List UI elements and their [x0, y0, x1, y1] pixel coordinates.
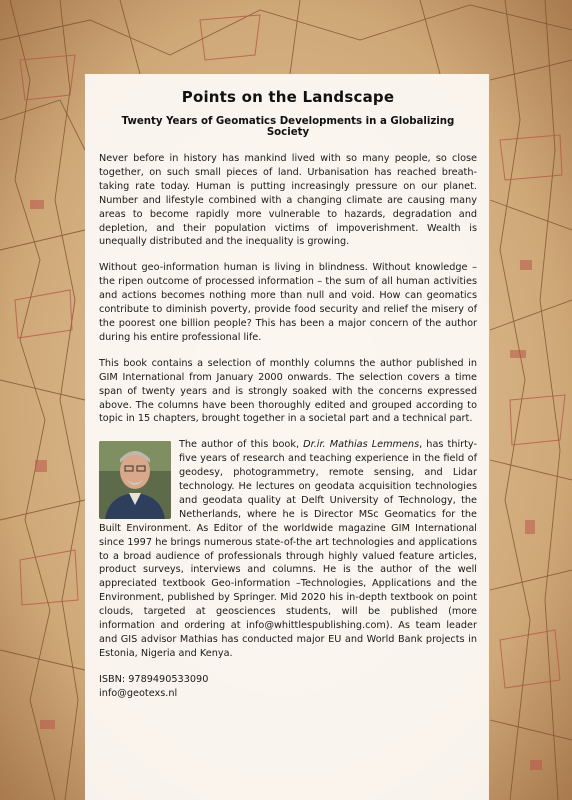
paragraph-book-contents: This book contains a selection of monthly columns the author published in GIM International from January 2000 onwards. The selection covers a time span of twenty years and is strongly soaked with the concerns expressed above. The columns have been thoroughly edited and grouped according to topic in 15 chapters, brought together in a societal part and a technical part. [99, 357, 477, 425]
author-name: Dr.ir. Mathias Lemmens [303, 439, 420, 451]
back-cover-panel [85, 74, 489, 800]
author-bio-text: , has thirty-five years of research and teaching experience in the field of geodesy, photogrammetry, remote sensing, and Lidar technology. He lectures on geodata acquisition technologies and geodata quality at Delft University of Technology, the Netherlands, where he is Director MSc Geomatics for the Built Environment. As Editor of the worldwide magazine GIM International since 1997 he brings numerous state-of-the art technologies and applications to a broad audience of professionals through highly valued feature articles, product surveys, interviews and columns. He is the author of the well appreciated textbook Geo-information –Technologies, Applications and the Environment, published by Springer. Mid 2020 his in-depth textbook on point clouds, targeted at geosciences students, will be published (more information and ordering at info@whittlespublishing.com). As team leader and GIS advisor Mathias has conducted major EU and World Bank projects in Estonia, Nigeria and Kenya. [99, 439, 477, 659]
author-bio-block [99, 438, 477, 661]
author-photo [99, 441, 171, 519]
contact-email: info@geotexs.nl [99, 687, 178, 699]
paragraph-geo-information: Without geo-information human is living in blindness. Without knowledge – the ripen outcome of processed information – the sum of all human activities and actions becomes nothing more than null and void. How can geomatics contribute to diminish poverty, provide food security and relief the misery of the poorest one billion people? This has been a major concern of the author during his entire professional life. [99, 262, 477, 343]
paragraph-urbanisation: Never before in history has mankind lived with so many people, so close together, on such small pieces of land. Urbanisation has reached breath-taking rate today. Human is putting increasingly pressure on our planet. Number and lifestyle combined with a changing climate are causing many areas to become rapidly more vulnerable to hazards, degradation and depletion, and their population victims of impoverishment. Wealth is unequally distributed and the inequality is growing. [99, 153, 477, 248]
book-subtitle: Twenty Years of Geomatics Developments in a Globalizing Society [121, 116, 455, 138]
book-title: Points on the Landscape [181, 88, 395, 106]
isbn: ISBN: 9789490533090 [99, 673, 209, 685]
author-intro: The author of this book, [179, 439, 304, 451]
contact-block [99, 673, 477, 701]
